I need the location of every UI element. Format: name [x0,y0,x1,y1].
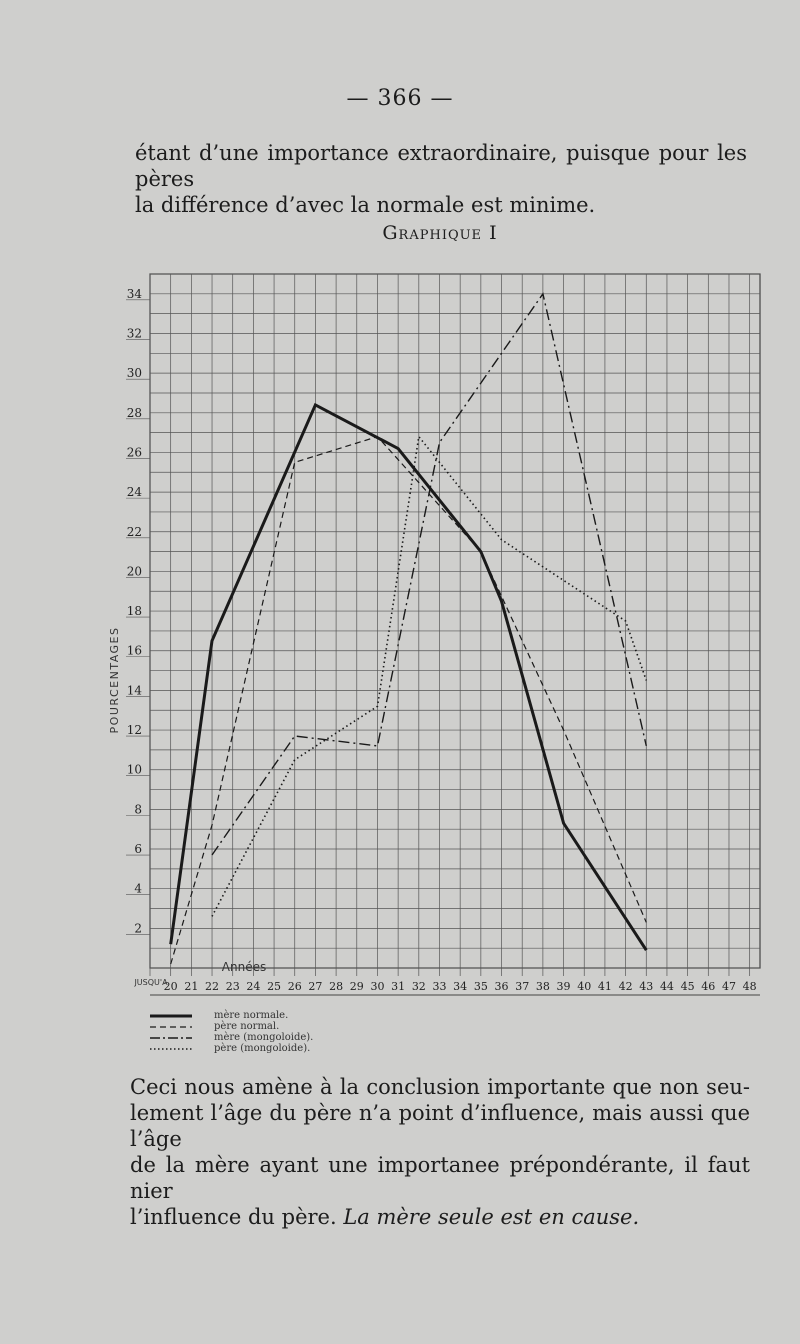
x-tick-label: 31 [391,980,406,993]
x-tick-label: 22 [205,980,220,993]
y-tick-label: 4 [134,881,142,896]
x-tick-label: 38 [535,980,550,993]
x-tick-label: 42 [618,980,633,993]
x-tick-label: 29 [349,980,364,993]
chart [0,260,800,1000]
y-tick-label: 28 [126,405,142,420]
series-line-dashed [171,437,647,964]
x-tick-label: 27 [308,980,323,993]
x-tick-label: 26 [287,980,302,993]
y-tick-label: 6 [134,842,142,857]
legend-label: père normal. [214,1021,280,1032]
x-tick-label: 20 [163,980,178,993]
paragraph-bottom-line-3: de la mère ayant une importanee prépondérante, il faut nier [130,1153,750,1203]
x-tick-label: 35 [473,980,488,993]
y-tick-label: 14 [126,683,142,698]
figure-title: Graphique I [382,222,498,244]
legend-item-pere-normal [150,1021,313,1032]
x-tick-label: 48 [742,980,757,993]
y-tick-label: 32 [126,326,142,341]
x-tick-label: 33 [432,980,447,993]
y-tick-label: 16 [126,643,142,658]
x-axis-first-label: JUSQU'A [134,978,168,987]
paragraph-top [135,140,747,218]
paragraph-bottom-line-4 [130,1204,750,1230]
x-tick-label: 23 [225,980,240,993]
legend-swatch-dashdot [150,1034,192,1042]
legend-label: mère normale. [214,1010,289,1021]
y-tick-label: 26 [126,445,142,460]
x-tick-label: 34 [453,980,468,993]
legend-swatch-dashed [150,1023,192,1031]
paragraph-bottom [130,1074,750,1230]
chart-series [171,294,647,964]
x-tick-label: 47 [721,980,736,993]
series-line-solid [171,405,647,950]
x-tick-label: 37 [515,980,530,993]
y-tick-label: 22 [126,524,142,539]
x-tick-label: 39 [556,980,571,993]
y-tick-label: 8 [134,802,142,817]
legend-item-pere-mongoloide [150,1043,313,1054]
chart-grid [150,274,760,995]
y-tick-label: 12 [126,723,142,738]
y-tick-label: 2 [134,921,142,936]
y-tick-label: 30 [126,366,142,381]
x-axis-label: Années [221,960,267,974]
y-axis-label: POURCENTAGES [108,626,121,734]
paragraph-bottom-line-4-italic: La mère seule est en cause. [343,1205,640,1229]
y-tick-labels [126,287,150,936]
paragraph-bottom-line-1: Ceci nous amène à la conclusion importante que non seu- [130,1075,750,1099]
x-tick-labels [164,980,757,993]
y-tick-label: 10 [126,762,142,777]
legend-swatch-dotted [150,1045,192,1053]
x-tick-label: 45 [680,980,695,993]
legend-swatch-solid [150,1012,192,1020]
legend-label: mère (mongoloide). [214,1032,314,1043]
y-tick-label: 20 [126,564,142,579]
chart-legend [150,1010,313,1054]
x-tick-label: 28 [329,980,344,993]
paragraph-bottom-line-2: lement l’âge du père n’a point d’influence, mais aussi que l’âge [130,1101,750,1151]
series-line-dashdot [212,294,646,855]
paragraph-top-line-1: étant d’une importance extraordinaire, puisque pour les pères [135,141,747,191]
paragraph-top-line-2: la différence d’avec la normale est minime. [135,193,596,217]
x-tick-label: 25 [267,980,282,993]
plot-frame [150,274,760,968]
x-tick-label: 32 [411,980,426,993]
x-tick-label: 44 [659,980,674,993]
x-tick-label: 24 [246,980,261,993]
legend-item-mere-normale [150,1010,313,1021]
x-tick-label: 43 [639,980,654,993]
page-number: — 366 — [346,86,454,111]
x-tick-label: 40 [577,980,592,993]
paragraph-bottom-line-4-plain: l’influence du père. [130,1205,337,1229]
x-tick-label: 46 [701,980,716,993]
y-tick-label: 34 [126,286,142,301]
legend-label: père (mongoloide). [214,1043,311,1054]
y-tick-label: 24 [126,485,142,500]
legend-item-mere-mongoloide [150,1032,313,1043]
y-tick-label: 18 [126,604,142,619]
x-tick-label: 30 [370,980,385,993]
series-line-dotted [212,437,646,917]
x-tick-label: 41 [597,980,612,993]
x-tick-label: 21 [184,980,199,993]
x-tick-label: 36 [494,980,509,993]
